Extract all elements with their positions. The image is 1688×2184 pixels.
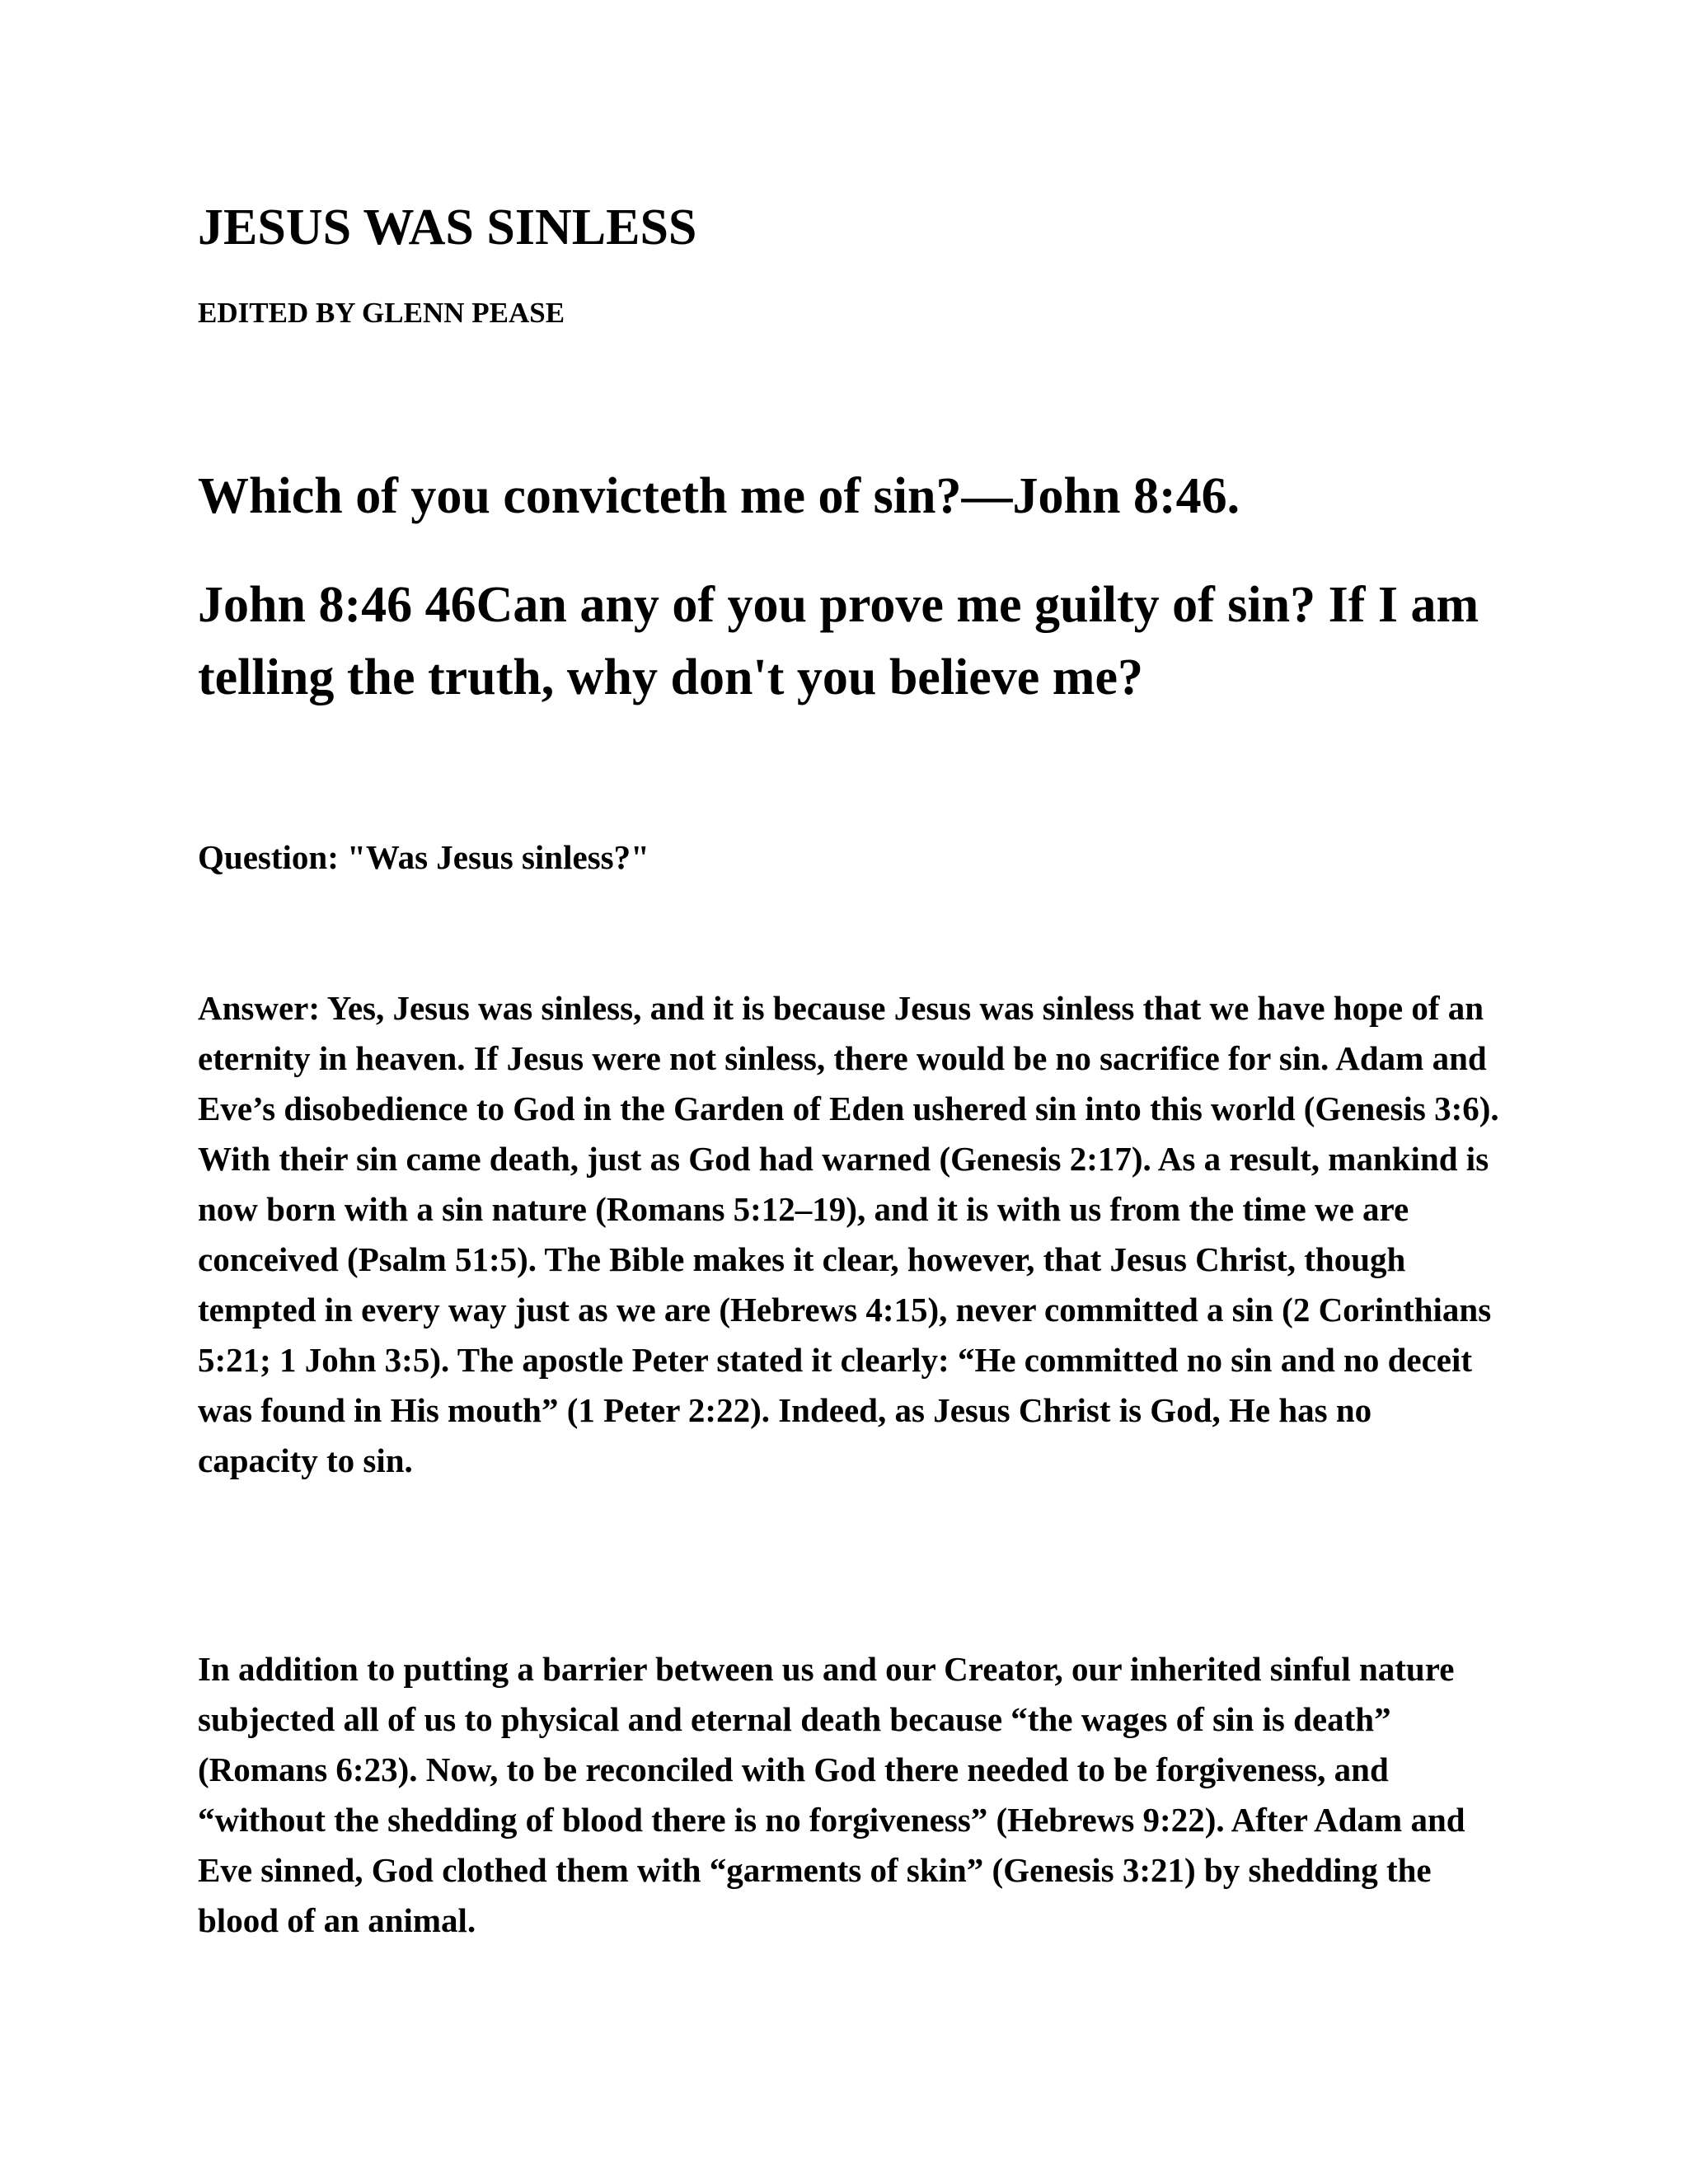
answer-paragraph: Answer: Yes, Jesus was sinless, and it is because Jesus was sinless that we have hope of an eternity in heaven. If Jesus were not sinless, there would be no sacrifice for sin. Adam and Eve’s disobedience to God in the Garden of Eden ushered sin into this world (Genesis 3:6). With their sin came death, just as God had warned (Genesis 2:17). As a result, mankind is now born with a sin nature (Romans 5:12–19), and it is with us from the time we are conceived (Psalm 51:5). The Bible makes it clear, however, that Jesus Christ, though tempted in every way just as we are (Hebrews 4:15), never committed a sin (2 Corinthians 5:21; 1 John 3:5). The apostle Peter stated it clearly: “He committed no sin and no deceit was found in His mouth” (1 Peter 2:22). Indeed, as Jesus Christ is God, He has no capacity to sin. xyxy=(198,989,1499,1479)
body-paragraph: In addition to putting a barrier between us and our Creator, our inherited sinful nature subjected all of us to physical and eternal death because “the wages of sin is death” (Romans 6:23). Now, to be reconciled with God there needed to be forgiveness, and “without the shedding of blood there is no forgiveness” (Hebrews 9:22). After Adam and Eve sinned, God clothed them with “garments of skin” (Genesis 3:21) by shedding the blood of an animal. xyxy=(198,1650,1465,1939)
verse-niv: John 8:46 46Can any of you prove me guilty of sin? If I am telling the truth, why don't you believe me? xyxy=(198,577,1479,705)
question-heading: Question: "Was Jesus sinless?" xyxy=(198,838,649,876)
document-title: JESUS WAS SINLESS xyxy=(198,199,697,255)
editor-credit: EDITED BY GLENN PEASE xyxy=(198,297,565,329)
verse-kjv: Which of you convicteth me of sin?—John 8:46. xyxy=(198,468,1240,524)
